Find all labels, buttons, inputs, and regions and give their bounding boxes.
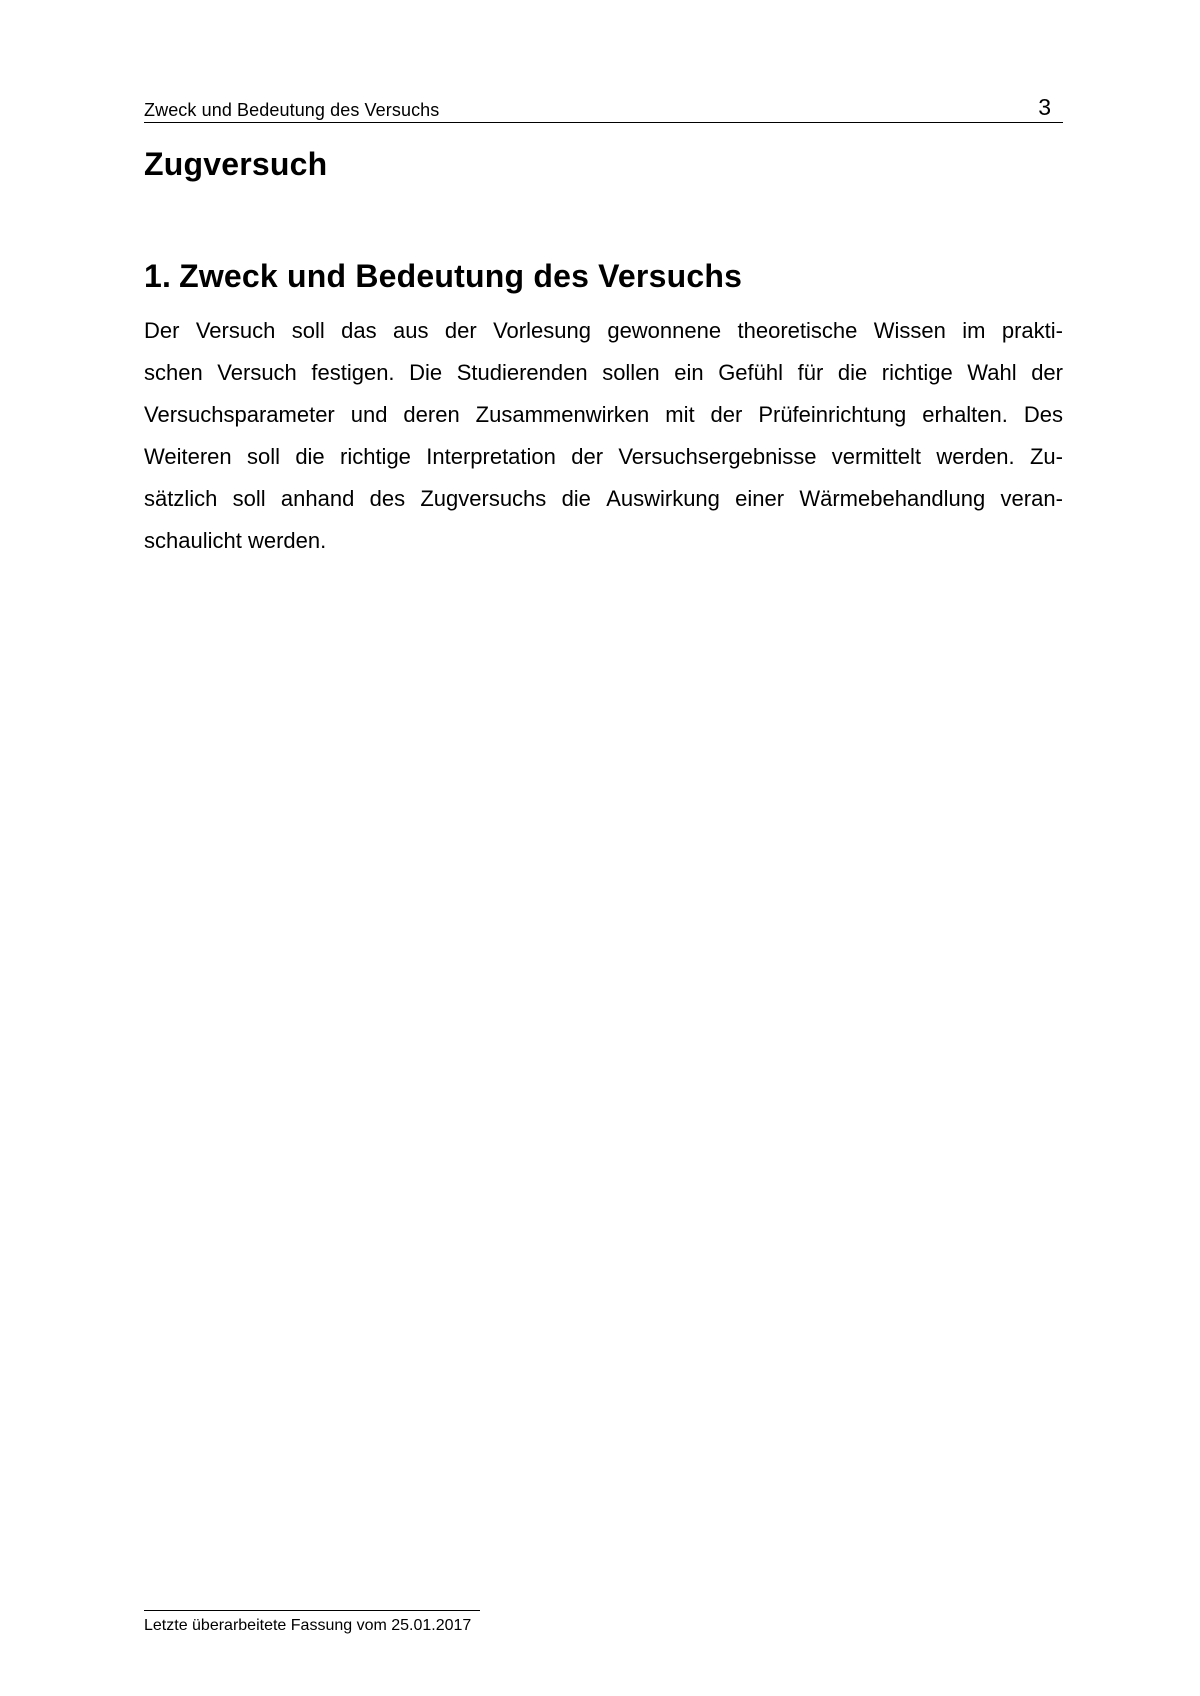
page-number: 3 [1038,94,1051,120]
paragraph-word: Interpretation [426,444,556,469]
section-number: 1. [144,258,172,294]
paragraph-word: Studierenden [456,360,588,385]
paragraph-word: soll [232,486,266,511]
paragraph-word: deren [403,402,460,427]
paragraph-word: Vorlesung [493,318,591,343]
running-header-title: Zweck und Bedeutung des Versuchs [144,100,440,120]
paragraph-word: vermittelt [831,444,922,469]
paragraph-word: Gefühl [718,360,784,385]
paragraph-word: einer [735,486,785,511]
paragraph-word: schen [144,360,203,385]
section-heading [144,258,742,295]
paragraph-word: Zu- [1029,444,1063,469]
paragraph-word: Versuch [195,318,276,343]
paragraph-word: werden. [936,444,1015,469]
paragraph-word: Wärmebehandlung [799,486,986,511]
paragraph-word: der [444,318,477,343]
paragraph-word: Zusammenwirken [475,402,650,427]
paragraph-word: Versuchsparameter [144,402,335,427]
paragraph-line [144,394,1063,436]
footer-rule [144,1610,480,1611]
paragraph-word: ein [674,360,704,385]
paragraph-word: Die [409,360,443,385]
paragraph-word: des [369,486,406,511]
paragraph-word: Weiteren [144,444,232,469]
body-paragraph [144,310,1063,562]
paragraph-word: Auswirkung [606,486,720,511]
paragraph-word: Wissen [873,318,946,343]
paragraph-word: soll [246,444,280,469]
paragraph-word: soll [291,318,325,343]
paragraph-word: die [561,486,591,511]
document-title: Zugversuch [144,146,328,182]
paragraph-word: Versuchsergebnisse [618,444,817,469]
paragraph-word: Prüfeinrichtung [758,402,907,427]
paragraph-word: der [710,402,743,427]
running-header [144,96,1063,123]
paragraph-word: im [962,318,986,343]
paragraph-word: Zugversuchs [420,486,547,511]
paragraph-word: gewonnene [607,318,722,343]
paragraph-word: für [797,360,824,385]
paragraph-word: das [341,318,377,343]
paragraph-word: die [837,360,868,385]
paragraph-word: Versuch [217,360,297,385]
paragraph-word: Wahl [967,360,1017,385]
paragraph-word: sätzlich [144,486,218,511]
paragraph-word: sollen [602,360,660,385]
paragraph-word: aus [393,318,429,343]
paragraph-word: theoretische [737,318,858,343]
paragraph-word: mit [665,402,695,427]
paragraph-word: und [350,402,388,427]
paragraph-word: prakti- [1001,318,1063,343]
paragraph-word: festigen. [311,360,395,385]
paragraph-word: der [571,444,604,469]
paragraph-word: anhand [280,486,355,511]
paragraph-line [144,478,1063,520]
section-title: Zweck und Bedeutung des Versuchs [179,258,743,294]
paragraph-word: die [295,444,325,469]
paragraph-word: Der [144,318,180,343]
paragraph-line [144,352,1063,394]
paragraph-word: der [1031,360,1063,385]
paragraph-word: richtige [340,444,411,469]
paragraph-word: veran- [1000,486,1063,511]
footer-revision-note: Letzte überarbeitete Fassung vom 25.01.2017 [144,1617,472,1634]
paragraph-word: richtige [881,360,953,385]
paragraph-line [144,310,1063,352]
paragraph-line: schaulicht werden. [144,528,327,553]
paragraph-word: erhalten. [922,402,1008,427]
paragraph-word: Des [1023,402,1063,427]
paragraph-line [144,436,1063,478]
